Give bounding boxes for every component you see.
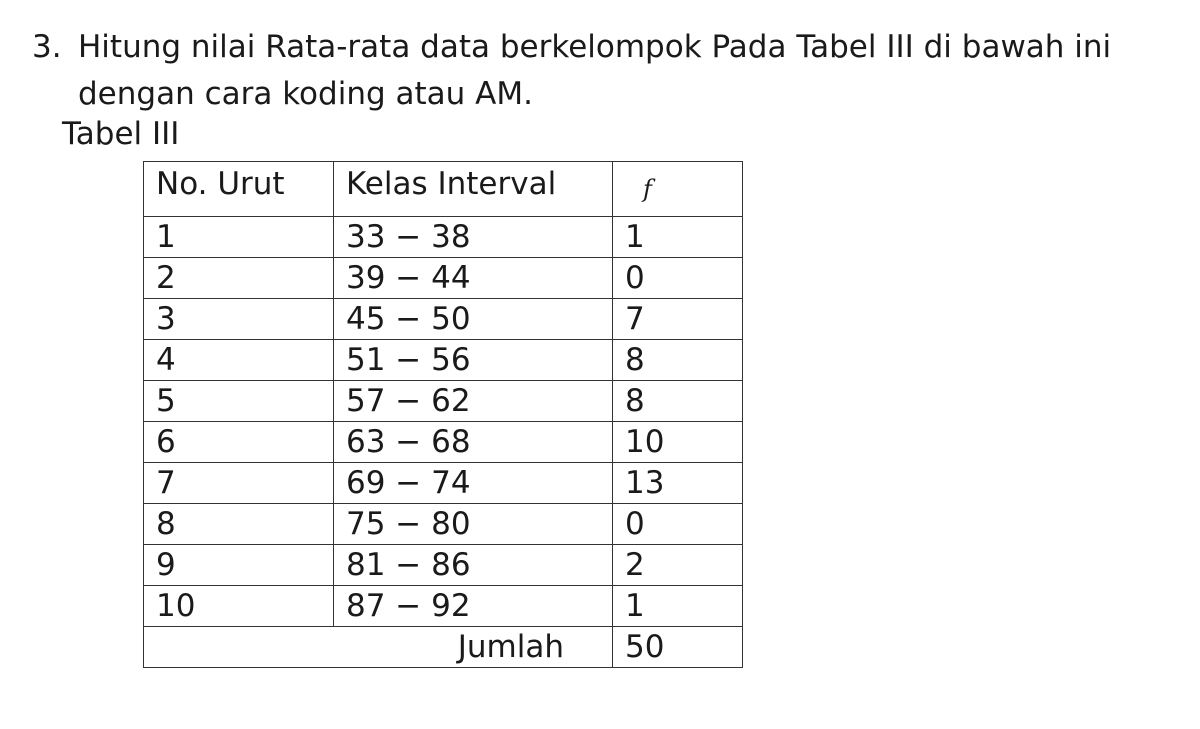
cell-frequency: 1 xyxy=(613,217,743,258)
cell-frequency: 0 xyxy=(613,258,743,299)
question-line-1 xyxy=(32,24,1182,71)
table-row xyxy=(144,340,743,381)
cell-interval: 69 − 74 xyxy=(334,463,613,504)
cell-interval: 81 − 86 xyxy=(334,545,613,586)
header-kelas-interval: Kelas Interval xyxy=(334,162,613,217)
cell-interval: 51 − 56 xyxy=(334,340,613,381)
table-row xyxy=(144,422,743,463)
cell-frequency: 2 xyxy=(613,545,743,586)
header-no-urut: No. Urut xyxy=(144,162,334,217)
table-row xyxy=(144,381,743,422)
table-row xyxy=(144,258,743,299)
cell-no: 10 xyxy=(144,586,334,627)
table-row xyxy=(144,586,743,627)
cell-no: 9 xyxy=(144,545,334,586)
table-row xyxy=(144,299,743,340)
question-block xyxy=(32,24,1182,118)
table-row xyxy=(144,217,743,258)
table-row xyxy=(144,504,743,545)
cell-frequency: 8 xyxy=(613,381,743,422)
cell-frequency: 1 xyxy=(613,586,743,627)
cell-no: 6 xyxy=(144,422,334,463)
cell-interval: 57 − 62 xyxy=(334,381,613,422)
cell-no: 2 xyxy=(144,258,334,299)
question-line-2 xyxy=(32,71,1182,118)
total-label: Jumlah xyxy=(144,627,613,668)
question-text-line-2: dengan cara koding atau AM. xyxy=(78,76,533,112)
cell-interval: 45 − 50 xyxy=(334,299,613,340)
header-frequency: f xyxy=(613,162,743,217)
cell-no: 5 xyxy=(144,381,334,422)
cell-frequency: 13 xyxy=(613,463,743,504)
cell-frequency: 10 xyxy=(613,422,743,463)
table-row xyxy=(144,463,743,504)
cell-interval: 39 − 44 xyxy=(334,258,613,299)
question-number: 3. xyxy=(32,29,62,65)
table-title: Tabel III xyxy=(62,116,180,152)
cell-interval: 87 − 92 xyxy=(334,586,613,627)
question-text-line-1: Hitung nilai Rata-rata data berkelompok Pada Tabel III di bawah ini xyxy=(78,29,1112,65)
cell-no: 3 xyxy=(144,299,334,340)
cell-frequency: 0 xyxy=(613,504,743,545)
cell-no: 1 xyxy=(144,217,334,258)
cell-interval: 33 − 38 xyxy=(334,217,613,258)
table-row xyxy=(144,545,743,586)
table-header-row xyxy=(144,162,743,217)
cell-interval: 63 − 68 xyxy=(334,422,613,463)
cell-frequency: 7 xyxy=(613,299,743,340)
cell-interval: 75 − 80 xyxy=(334,504,613,545)
frequency-table xyxy=(143,161,743,668)
cell-no: 8 xyxy=(144,504,334,545)
cell-no: 4 xyxy=(144,340,334,381)
cell-frequency: 8 xyxy=(613,340,743,381)
table-total-row xyxy=(144,627,743,668)
cell-no: 7 xyxy=(144,463,334,504)
total-value: 50 xyxy=(613,627,743,668)
